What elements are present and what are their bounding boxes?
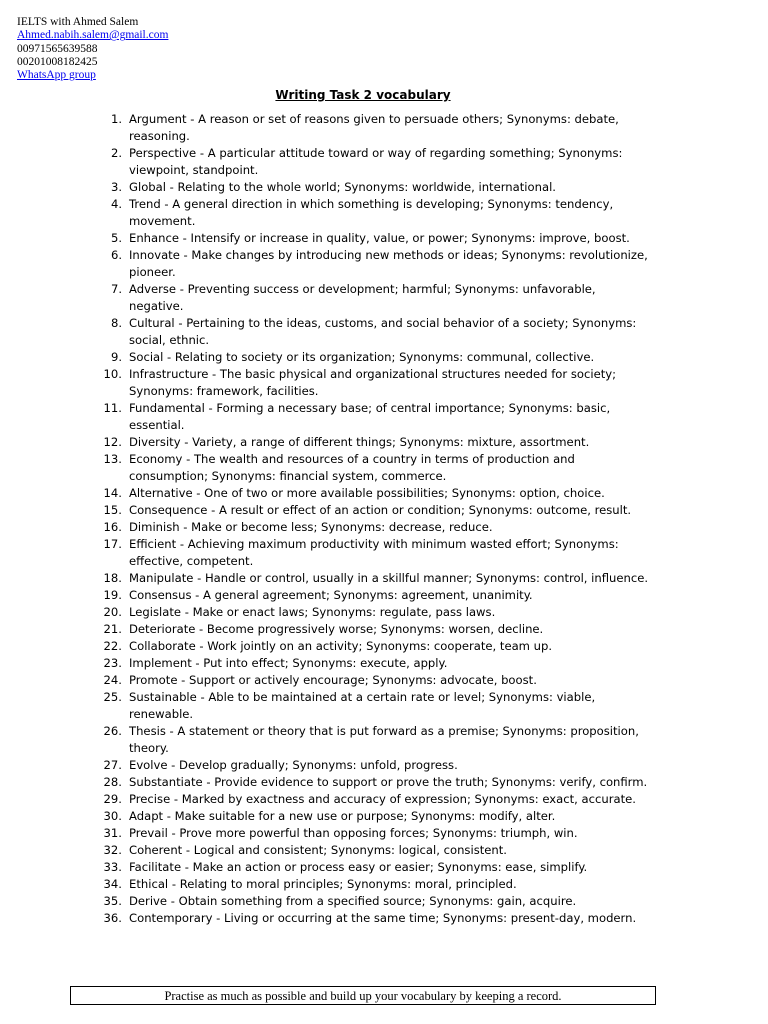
list-item-number: 16. <box>103 520 122 534</box>
list-item-number: 17. <box>103 537 122 551</box>
list-item-number: 2. <box>110 146 122 160</box>
list-item <box>92 281 652 315</box>
list-item <box>92 111 652 145</box>
list-item-text: Efficient - Achieving maximum productivity with minimum wasted effort; Synonyms: effective, competent. <box>129 537 619 568</box>
list-item-number: 18. <box>103 571 122 585</box>
list-item <box>92 723 652 757</box>
list-item <box>92 604 652 621</box>
list-item-text: Argument - A reason or set of reasons given to persuade others; Synonyms: debate, reasoning. <box>129 112 619 143</box>
document-header <box>17 16 168 82</box>
list-item-number: 34. <box>103 877 122 891</box>
list-item <box>92 536 652 570</box>
list-item-text: Social - Relating to society or its organization; Synonyms: communal, collective. <box>129 350 595 364</box>
list-item-number: 25. <box>103 690 122 704</box>
list-item <box>92 825 652 842</box>
list-item-text: Contemporary - Living or occurring at the same time; Synonyms: present-day, modern. <box>129 911 637 925</box>
list-item-text: Fundamental - Forming a necessary base; of central importance; Synonyms: basic, essential. <box>129 401 611 432</box>
list-item-text: Adapt - Make suitable for a new use or purpose; Synonyms: modify, alter. <box>129 809 556 823</box>
email-link[interactable]: Ahmed.nabih.salem@gmail.com <box>17 29 169 42</box>
list-item <box>92 808 652 825</box>
list-item-number: 6. <box>110 248 122 262</box>
list-item-number: 31. <box>103 826 122 840</box>
phone-number-2: 00201008182425 <box>17 55 98 68</box>
list-item <box>92 842 652 859</box>
list-item-number: 8. <box>110 316 122 330</box>
list-item-text: Substantiate - Provide evidence to support or prove the truth; Synonyms: verify, confirm. <box>129 775 648 789</box>
list-item-number: 1. <box>110 112 122 126</box>
phone-number-1: 00971565639588 <box>17 42 98 55</box>
list-item-number: 33. <box>103 860 122 874</box>
list-item <box>92 910 652 927</box>
list-item <box>92 655 652 672</box>
list-item <box>92 621 652 638</box>
author-name: IELTS with Ahmed Salem <box>17 16 139 28</box>
list-item-number: 23. <box>103 656 122 670</box>
list-item-text: Enhance - Intensify or increase in quality, value, or power; Synonyms: improve, boost. <box>129 231 630 245</box>
list-item-number: 10. <box>103 367 122 381</box>
list-item-number: 30. <box>103 809 122 823</box>
list-item-text: Perspective - A particular attitude toward or way of regarding something; Synonyms: viewpoint, standpoint. <box>129 146 623 177</box>
list-item-text: Facilitate - Make an action or process easy or easier; Synonyms: ease, simplify. <box>129 860 588 874</box>
list-item <box>92 230 652 247</box>
list-item <box>92 400 652 434</box>
list-item <box>92 519 652 536</box>
list-item-number: 19. <box>103 588 122 602</box>
list-item-text: Diversity - Variety, a range of different things; Synonyms: mixture, assortment. <box>129 435 590 449</box>
list-item <box>92 145 652 179</box>
list-item <box>92 315 652 349</box>
page-title: Writing Task 2 vocabulary <box>275 88 451 102</box>
list-item <box>92 247 652 281</box>
list-item-number: 7. <box>110 282 122 296</box>
list-item-text: Derive - Obtain something from a specified source; Synonyms: gain, acquire. <box>129 894 577 908</box>
list-item <box>92 570 652 587</box>
list-item-number: 28. <box>103 775 122 789</box>
list-item-number: 24. <box>103 673 122 687</box>
list-item-text: Innovate - Make changes by introducing new methods or ideas; Synonyms: revolutionize, pioneer. <box>129 248 648 279</box>
list-item-number: 29. <box>103 792 122 806</box>
list-item-text: Prevail - Prove more powerful than opposing forces; Synonyms: triumph, win. <box>129 826 578 840</box>
list-item-text: Evolve - Develop gradually; Synonyms: unfold, progress. <box>129 758 458 772</box>
list-item <box>92 451 652 485</box>
list-item <box>92 485 652 502</box>
list-item <box>92 434 652 451</box>
list-item-text: Adverse - Preventing success or development; harmful; Synonyms: unfavorable, negative. <box>129 282 596 313</box>
list-item <box>92 349 652 366</box>
list-item-number: 27. <box>103 758 122 772</box>
list-item-text: Thesis - A statement or theory that is put forward as a premise; Synonyms: proposition, theory. <box>129 724 639 755</box>
list-item <box>92 196 652 230</box>
list-item <box>92 859 652 876</box>
list-item-number: 4. <box>110 197 122 211</box>
list-item-number: 20. <box>103 605 122 619</box>
list-item-number: 9. <box>110 350 122 364</box>
list-item-number: 22. <box>103 639 122 653</box>
list-item-number: 21. <box>103 622 122 636</box>
list-item-text: Ethical - Relating to moral principles; Synonyms: moral, principled. <box>129 877 517 891</box>
list-item-text: Promote - Support or actively encourage; Synonyms: advocate, boost. <box>129 673 537 687</box>
list-item-number: 15. <box>103 503 122 517</box>
list-item-number: 3. <box>110 180 122 194</box>
list-item-number: 11. <box>103 401 122 415</box>
list-item-number: 5. <box>110 231 122 245</box>
list-item-text: Infrastructure - The basic physical and organizational structures needed for society; Synonyms: framework, facilities. <box>129 367 617 398</box>
list-item <box>92 893 652 910</box>
list-item-number: 26. <box>103 724 122 738</box>
list-item <box>92 774 652 791</box>
list-item <box>92 638 652 655</box>
list-item-number: 13. <box>103 452 122 466</box>
list-item-text: Coherent - Logical and consistent; Synonyms: logical, consistent. <box>129 843 507 857</box>
list-item-text: Legislate - Make or enact laws; Synonyms: regulate, pass laws. <box>129 605 496 619</box>
list-item-text: Alternative - One of two or more available possibilities; Synonyms: option, choice. <box>129 486 605 500</box>
list-item <box>92 366 652 400</box>
vocabulary-list <box>92 111 652 927</box>
list-item <box>92 757 652 774</box>
list-item-text: Diminish - Make or become less; Synonyms: decrease, reduce. <box>129 520 493 534</box>
list-item <box>92 179 652 196</box>
list-item-text: Deteriorate - Become progressively worse; Synonyms: worsen, decline. <box>129 622 544 636</box>
list-item <box>92 791 652 808</box>
list-item-text: Consequence - A result or effect of an action or condition; Synonyms: outcome, result. <box>129 503 632 517</box>
list-item-number: 36. <box>103 911 122 925</box>
list-item <box>92 502 652 519</box>
list-item <box>92 876 652 893</box>
footer-note: Practise as much as possible and build up your vocabulary by keeping a record. <box>70 986 656 1005</box>
list-item-number: 14. <box>103 486 122 500</box>
list-item <box>92 689 652 723</box>
list-item <box>92 587 652 604</box>
list-item-text: Manipulate - Handle or control, usually in a skillful manner; Synonyms: control, influence. <box>129 571 649 585</box>
list-item-text: Implement - Put into effect; Synonyms: execute, apply. <box>129 656 448 670</box>
list-item-text: Economy - The wealth and resources of a country in terms of production and consumption; Synonyms: financial system, commerce. <box>129 452 575 483</box>
list-item-text: Trend - A general direction in which something is developing; Synonyms: tendency, movement. <box>129 197 614 228</box>
list-item-number: 12. <box>103 435 122 449</box>
list-item-text: Collaborate - Work jointly on an activity; Synonyms: cooperate, team up. <box>129 639 553 653</box>
list-item-number: 35. <box>103 894 122 908</box>
list-item-text: Cultural - Pertaining to the ideas, customs, and social behavior of a society; Synonyms: social, ethnic. <box>129 316 637 347</box>
list-item-text: Consensus - A general agreement; Synonyms: agreement, unanimity. <box>129 588 533 602</box>
list-item-text: Sustainable - Able to be maintained at a certain rate or level; Synonyms: viable, renewable. <box>129 690 596 721</box>
list-item <box>92 672 652 689</box>
list-item-text: Precise - Marked by exactness and accuracy of expression; Synonyms: exact, accurate. <box>129 792 636 806</box>
list-item-text: Global - Relating to the whole world; Synonyms: worldwide, international. <box>129 180 556 194</box>
list-item-number: 32. <box>103 843 122 857</box>
whatsapp-group-link[interactable]: WhatsApp group <box>17 69 96 82</box>
